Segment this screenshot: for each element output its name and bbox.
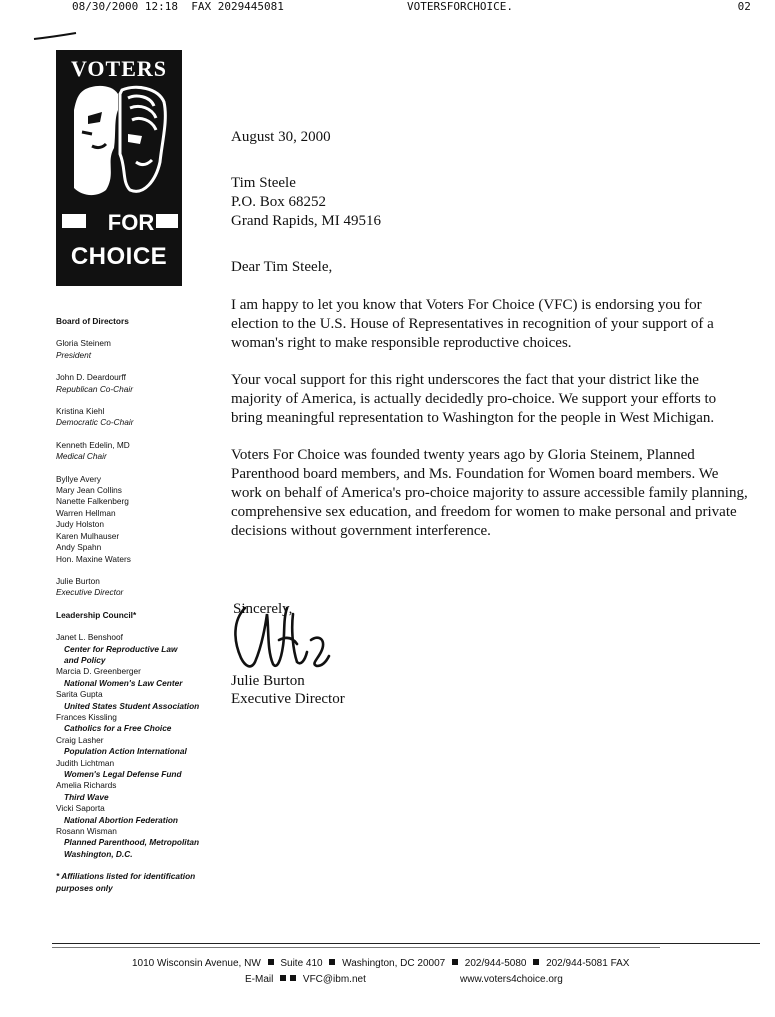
separator-square-icon: [329, 959, 335, 965]
board-member-name: Kenneth Edelin, MD: [56, 439, 130, 450]
logo-text-voters: VOTERS: [70, 56, 168, 81]
address-line: Tim Steele: [231, 175, 296, 191]
board-member: [56, 372, 226, 395]
footer-website: www.voters4choice.org: [460, 974, 563, 985]
address-line: Grand Rapids, MI 49516: [231, 213, 381, 229]
council-member-name: Judith Lichtman: [56, 757, 115, 768]
footer-address-line: [132, 958, 629, 969]
footer-divider-secondary: [52, 947, 660, 948]
member-name: Warren Hellman: [56, 507, 116, 518]
letter-paragraph: Voters For Choice was founded twenty years ago by Gloria Steinem, Planned Parenthood board members, and Ms. Foundation for Women board members. We work on behalf of America's pro-choice majority to assure accessible family planning, comprehensive sex education, and freedom for women to make personal and private decisions without government interference.: [231, 447, 748, 539]
letter-paragraph: I am happy to let you know that Voters For Choice (VFC) is endorsing you for election to the U.S. House of Representatives in recognition of your support of a woman's right to make responsible reproductive choices.: [231, 297, 714, 351]
logo-text-for: FOR: [107, 210, 155, 235]
fax-header: [0, 0, 775, 14]
council-member-affiliation: Third Wave: [64, 791, 109, 802]
board-member-name: Kristina Kiehl: [56, 406, 105, 417]
voters-for-choice-logo: [56, 50, 182, 286]
director-role: Executive Director: [56, 587, 124, 598]
board-member: [56, 440, 226, 463]
affiliation-footnote: * Affiliations listed for identification purposes only: [56, 871, 196, 893]
board-member: [56, 338, 226, 361]
letter-date: August 30, 2000: [231, 129, 331, 145]
footer-city: Washington, DC 20007: [342, 958, 446, 969]
fax-header-page: 02: [731, 0, 751, 13]
fax-header-left: 08/30/2000 12:18 FAX 2029445081: [72, 0, 284, 13]
recipient-address: [231, 174, 751, 231]
council-member-affiliation: United States Student Association: [64, 700, 200, 711]
signer-title: Executive Director: [231, 691, 345, 707]
footer-phone: 202/944-5080: [464, 958, 527, 969]
member-name: Andy Spahn: [56, 542, 102, 553]
separator-square-icon: [268, 959, 274, 965]
separator-square-icon: [290, 975, 296, 981]
signer-name: Julie Burton: [231, 673, 305, 689]
member-name: Karen Mulhauser: [56, 530, 120, 541]
council-member-name: Rosann Wisman: [56, 826, 117, 837]
letter-closing: [231, 600, 451, 710]
council-member-affiliation: Planned Parenthood, Metropolitan: [64, 837, 200, 848]
footer-street: 1010 Wisconsin Avenue, NW: [132, 958, 261, 969]
address-line: P.O. Box 68252: [231, 194, 327, 210]
council-member-name: Janet L. Benshoof: [56, 632, 123, 643]
board-member-name: John D. Deardourff: [56, 372, 126, 383]
council-member-affiliation: Catholics for a Free Choice: [64, 723, 172, 734]
member-name: Hon. Maxine Waters: [56, 553, 131, 564]
council-member-affiliation: Washington, D.C.: [64, 848, 133, 859]
member-name: Judy Holston: [56, 519, 104, 530]
board-member-role: Democratic Co-Chair: [56, 417, 134, 428]
separator-square-icon: [452, 959, 458, 965]
member-name: Mary Jean Collins: [56, 485, 122, 496]
fax-header-sender: VOTERSFORCHOICE.: [407, 0, 513, 13]
closing-word: Sincerely,: [233, 601, 293, 617]
council-member-name: Amelia Richards: [56, 780, 117, 791]
salutation: Dear Tim Steele,: [231, 259, 333, 275]
council-member-affiliation: Population Action International: [64, 746, 187, 757]
member-name: Nanette Falkenberg: [56, 496, 129, 507]
board-member-name: Gloria Steinem: [56, 338, 111, 349]
footer-email-label: E-Mail: [245, 974, 274, 985]
council-member-name: Craig Lasher: [56, 734, 104, 745]
board-list: [56, 338, 226, 462]
separator-square-icon: [280, 975, 286, 981]
council-member-name: Frances Kissling: [56, 711, 117, 722]
council-member-affiliation: Center for Reproductive Law: [64, 643, 178, 654]
separator-square-icon: [533, 959, 539, 965]
footer-email-line: [245, 974, 366, 985]
board-member-role: Republican Co-Chair: [56, 383, 134, 394]
council-title: Leadership Council*: [56, 609, 137, 620]
council-member-name: Marcia D. Greenberger: [56, 666, 141, 677]
members-list: [56, 474, 226, 565]
executive-director: [56, 576, 226, 599]
director-name: Julie Burton: [56, 575, 100, 586]
footer-divider: [52, 943, 760, 944]
footer-email: VFC@ibm.net: [302, 974, 366, 985]
footer-suite: Suite 410: [280, 958, 323, 969]
council-member-name: Vicki Saporta: [56, 803, 105, 814]
board-member-role: Medical Chair: [56, 451, 107, 462]
letterhead-sidebar: [56, 316, 226, 894]
board-member-role: President: [56, 349, 92, 360]
council-member-name: Sarita Gupta: [56, 689, 103, 700]
footer-fax: 202/944-5081 FAX: [546, 958, 630, 969]
council-member-affiliation: National Women's Law Center: [64, 677, 183, 688]
letter-body: [231, 128, 751, 559]
handwritten-signature: [231, 600, 331, 680]
board-title: Board of Directors: [56, 316, 129, 326]
member-name: Byllye Avery: [56, 473, 102, 484]
letter-paragraph: Your vocal support for this right underscores the fact that your district like the majority of America, is actually decidedly pro-choice. We support your efforts to bring meaningful representation to Washington for the people in West Michigan.: [231, 372, 717, 426]
council-member-affiliation: National Abortion Federation: [64, 814, 179, 825]
council-member-affiliation: and Policy: [64, 654, 106, 665]
pen-stroke-mark: [32, 30, 78, 42]
logo-text-choice: CHOICE: [70, 243, 168, 270]
council-member-affiliation: Women's Legal Defense Fund: [64, 769, 182, 779]
board-member: [56, 406, 226, 429]
council-list: [56, 632, 226, 860]
